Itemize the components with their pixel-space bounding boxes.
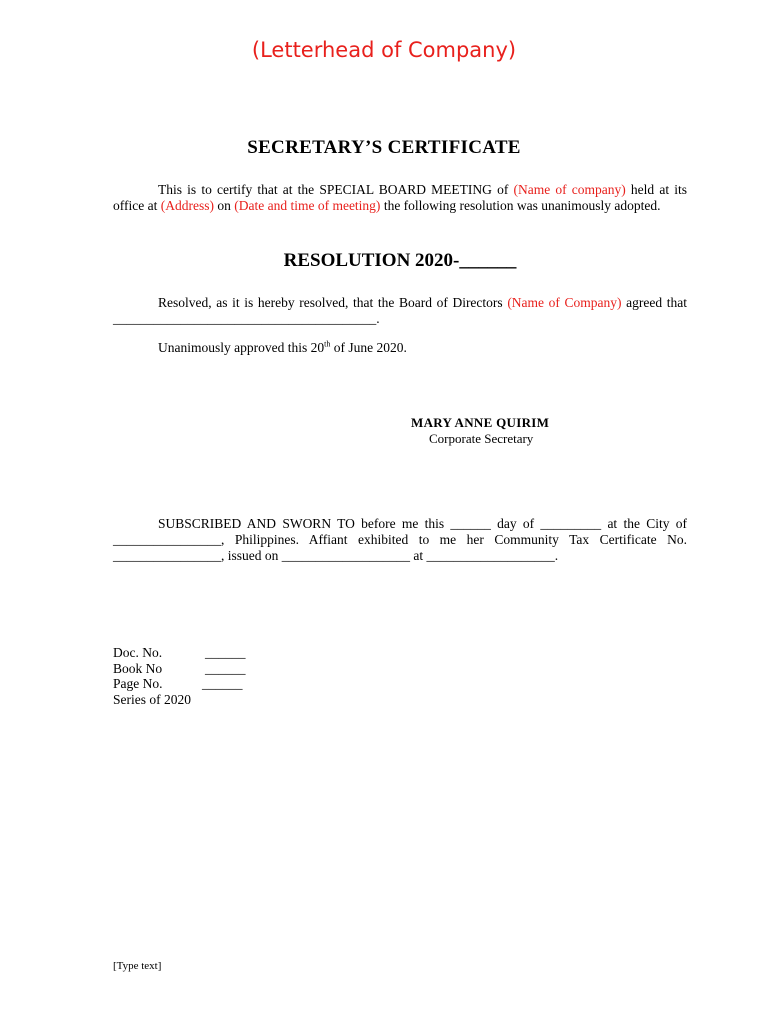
series-label: Series of 2020: [113, 691, 191, 707]
certification-text: held at its office at: [113, 182, 687, 213]
approval-text: Unanimously approved this 20: [158, 340, 325, 355]
signatory-name: MARY ANNE QUIRIM: [411, 415, 550, 430]
page-no-blank: ______: [202, 676, 243, 691]
notarial-register: [113, 645, 246, 707]
company-name-placeholder: (Name of company): [513, 182, 626, 197]
resolution-text: agreed that _______________________________________.: [113, 295, 688, 326]
jurat-paragraph: [113, 516, 687, 564]
company-name-placeholder: (Name of Company): [507, 295, 622, 310]
letterhead-placeholder: (Letterhead of Company): [251, 38, 517, 62]
meeting-datetime-placeholder: (Date and time of meeting): [234, 198, 381, 213]
footer-placeholder: [Type text]: [113, 960, 162, 972]
resolution-text: Resolved, as it is hereby resolved, that the Board of Directors: [158, 295, 508, 310]
resolution-title: RESOLUTION 2020-______: [283, 250, 517, 271]
approval-paragraph: [113, 340, 687, 356]
certificate-title: SECRETARY’S CERTIFICATE: [247, 137, 521, 158]
certification-text: This is to certify that at the SPECIAL BOARD MEETING of: [158, 182, 514, 197]
page-no-label: Page No.: [113, 676, 163, 691]
address-placeholder: (Address): [160, 198, 214, 213]
doc-no-blank: ______: [205, 645, 246, 660]
ordinal-suffix: th: [324, 339, 331, 349]
signatory-title: Corporate Secretary: [429, 431, 534, 446]
book-no-label: Book No: [113, 660, 163, 676]
approval-text: of June 2020.: [330, 340, 407, 355]
certification-text: the following resolution was unanimously adopted.: [380, 198, 661, 213]
book-no-blank: ______: [205, 660, 246, 676]
jurat-text: SUBSCRIBED AND SWORN TO before me this ______ day of _________ at the City of ________________, Philippines. Affiant exhibited to me her Community Tax Certificate No. ________________, issued on ___________________ at ___________________.: [113, 516, 687, 563]
doc-no-label: Doc. No.: [113, 645, 163, 660]
certification-paragraph: [113, 182, 687, 214]
certification-text: on: [213, 198, 235, 213]
resolution-paragraph: [113, 295, 687, 327]
